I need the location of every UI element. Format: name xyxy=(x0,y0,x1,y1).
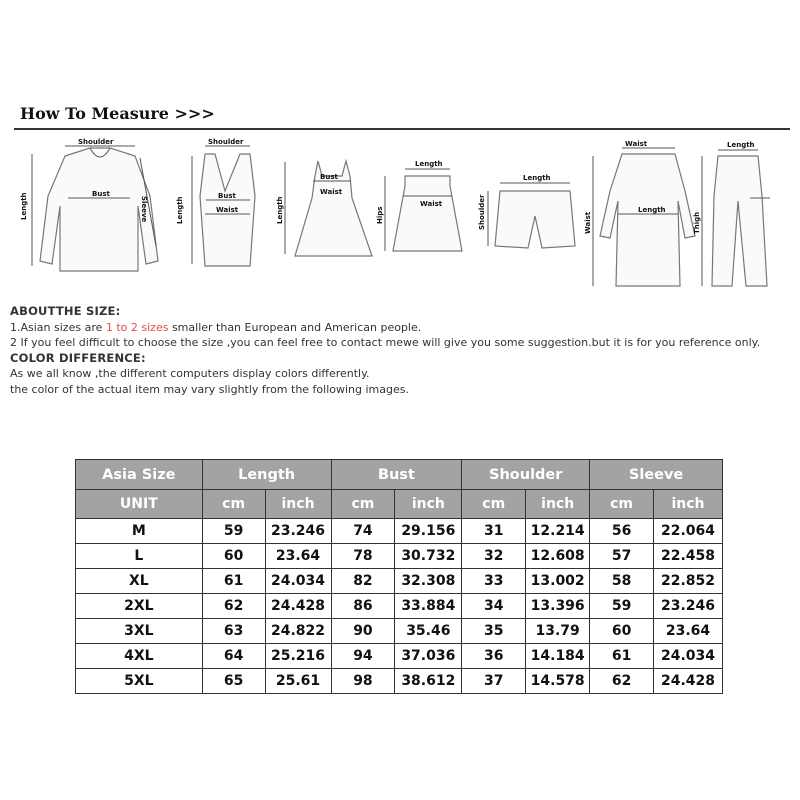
table-cell: 13.002 xyxy=(526,569,590,594)
unit-cell: inch xyxy=(265,490,331,519)
unit-cell: inch xyxy=(526,490,590,519)
unit-cell: inch xyxy=(395,490,462,519)
diagram-label: Length xyxy=(415,160,443,168)
diagram-label: Waist xyxy=(584,211,592,234)
diagram-trousers xyxy=(693,141,770,286)
header-shoulder: Shoulder xyxy=(462,460,590,490)
table-cell: 64 xyxy=(202,644,265,669)
title-divider xyxy=(14,128,790,130)
table-cell: 14.578 xyxy=(526,669,590,694)
table-cell: 22.064 xyxy=(654,519,723,544)
table-cell: 33.884 xyxy=(395,594,462,619)
table-cell: 60 xyxy=(590,619,654,644)
diagram-label: Shoulder xyxy=(78,138,114,146)
diagram-shorts xyxy=(478,174,575,248)
table-cell: 59 xyxy=(202,519,265,544)
diagram-tank-top xyxy=(176,138,255,266)
table-cell: 37.036 xyxy=(395,644,462,669)
table-cell: 60 xyxy=(202,544,265,569)
table-cell: 57 xyxy=(590,544,654,569)
table-unit-row xyxy=(76,490,723,519)
table-cell: 24.428 xyxy=(265,594,331,619)
table-cell: 35.46 xyxy=(395,619,462,644)
unit-cell: UNIT xyxy=(76,490,203,519)
table-cell: 61 xyxy=(590,644,654,669)
diagram-skirt xyxy=(376,160,462,251)
header-asia-size: Asia Size xyxy=(76,460,203,490)
table-cell: 56 xyxy=(590,519,654,544)
table-row xyxy=(76,619,723,644)
table-cell: 12.214 xyxy=(526,519,590,544)
table-cell: 24.034 xyxy=(654,644,723,669)
size-chart-table xyxy=(75,459,723,694)
note-line-3: As we all know ,the different computers display colors differently. xyxy=(10,367,370,380)
table-cell: 82 xyxy=(331,569,395,594)
diagram-label: Waist xyxy=(320,188,343,196)
diagram-label: Waist xyxy=(216,206,239,214)
note-line-4: the color of the actual item may vary slightly from the following images. xyxy=(10,382,409,396)
diagram-label: Length xyxy=(523,174,551,182)
table-cell: 62 xyxy=(202,594,265,619)
unit-cell: cm xyxy=(331,490,395,519)
table-cell: 59 xyxy=(590,594,654,619)
table-cell: 22.852 xyxy=(654,569,723,594)
table-header-row xyxy=(76,460,723,490)
table-cell: 23.64 xyxy=(654,619,723,644)
table-row xyxy=(76,669,723,694)
table-cell: 65 xyxy=(202,669,265,694)
diagram-label: Thigh xyxy=(693,211,701,234)
measurement-diagrams xyxy=(10,136,790,300)
table-cell: 31 xyxy=(462,519,526,544)
table-cell: 12.608 xyxy=(526,544,590,569)
table-cell: 63 xyxy=(202,619,265,644)
table-cell: 4XL xyxy=(76,644,203,669)
table-cell: 23.64 xyxy=(265,544,331,569)
diagram-label: Length xyxy=(20,192,28,220)
note-line-1 xyxy=(10,320,790,336)
diagram-label: Shoulder xyxy=(478,194,486,230)
size-range-highlight: 1 to 2 sizes xyxy=(105,320,169,334)
table-cell: 32 xyxy=(462,544,526,569)
unit-cell: inch xyxy=(654,490,723,519)
table-cell: XL xyxy=(76,569,203,594)
table-row xyxy=(76,644,723,669)
diagram-coat xyxy=(584,140,695,286)
table-cell: 25.216 xyxy=(265,644,331,669)
unit-cell: cm xyxy=(202,490,265,519)
table-cell: 14.184 xyxy=(526,644,590,669)
table-cell: 74 xyxy=(331,519,395,544)
table-cell: 25.61 xyxy=(265,669,331,694)
table-cell: 94 xyxy=(331,644,395,669)
table-cell: 78 xyxy=(331,544,395,569)
diagram-label: Bust xyxy=(218,192,236,200)
table-row xyxy=(76,519,723,544)
size-notes xyxy=(10,304,790,397)
header-bust: Bust xyxy=(331,460,462,490)
diagram-label: Sleeve xyxy=(140,196,148,223)
note-line-1-text-end: smaller than European and American people. xyxy=(168,320,422,334)
table-cell: 3XL xyxy=(76,619,203,644)
table-row xyxy=(76,569,723,594)
diagram-label: Length xyxy=(638,206,666,214)
table-cell: 34 xyxy=(462,594,526,619)
table-cell: 24.822 xyxy=(265,619,331,644)
diagram-label: Bust xyxy=(320,173,338,181)
table-cell: 2XL xyxy=(76,594,203,619)
diagram-label: Length xyxy=(176,196,184,224)
diagram-dress xyxy=(276,161,372,256)
table-cell: 36 xyxy=(462,644,526,669)
table-cell: 13.396 xyxy=(526,594,590,619)
unit-cell: cm xyxy=(462,490,526,519)
table-cell: 37 xyxy=(462,669,526,694)
table-row xyxy=(76,594,723,619)
diagram-label: Length xyxy=(727,141,755,149)
table-cell: 38.612 xyxy=(395,669,462,694)
color-difference-heading: COLOR DIFFERENCE: xyxy=(10,350,146,365)
about-size-heading: ABOUTTHE SIZE: xyxy=(10,304,121,318)
table-cell: 58 xyxy=(590,569,654,594)
measurement-diagrams-svg xyxy=(10,136,790,300)
diagram-label: Hips xyxy=(376,206,384,224)
header-length: Length xyxy=(202,460,331,490)
table-cell: 61 xyxy=(202,569,265,594)
diagram-label: Waist xyxy=(420,200,443,208)
table-cell: 33 xyxy=(462,569,526,594)
table-row xyxy=(76,544,723,569)
table-cell: 22.458 xyxy=(654,544,723,569)
diagram-label: Bust xyxy=(92,190,110,198)
table-cell: 24.428 xyxy=(654,669,723,694)
diagram-label: Length xyxy=(276,196,284,224)
table-cell: 5XL xyxy=(76,669,203,694)
note-line-2: 2 If you feel difficult to choose the size ,you can feel free to contact mewe will give you some suggestion.but it is for you reference only. xyxy=(10,336,761,349)
table-cell: 30.732 xyxy=(395,544,462,569)
table-cell: 90 xyxy=(331,619,395,644)
table-cell: 62 xyxy=(590,669,654,694)
page-title: How To Measure >>> xyxy=(20,104,215,123)
diagram-label: Shoulder xyxy=(208,138,244,146)
table-cell: 23.246 xyxy=(265,519,331,544)
table-cell: 32.308 xyxy=(395,569,462,594)
unit-cell: cm xyxy=(590,490,654,519)
diagram-label: Waist xyxy=(625,140,648,148)
table-cell: 35 xyxy=(462,619,526,644)
table-cell: 13.79 xyxy=(526,619,590,644)
table-cell: 24.034 xyxy=(265,569,331,594)
table-cell: 23.246 xyxy=(654,594,723,619)
table-cell: 86 xyxy=(331,594,395,619)
table-cell: 98 xyxy=(331,669,395,694)
diagram-shirt xyxy=(20,138,158,271)
table-cell: M xyxy=(76,519,203,544)
table-cell: 29.156 xyxy=(395,519,462,544)
header-sleeve: Sleeve xyxy=(590,460,723,490)
table-cell: L xyxy=(76,544,203,569)
note-line-1-text: 1.Asian sizes are xyxy=(10,320,106,334)
